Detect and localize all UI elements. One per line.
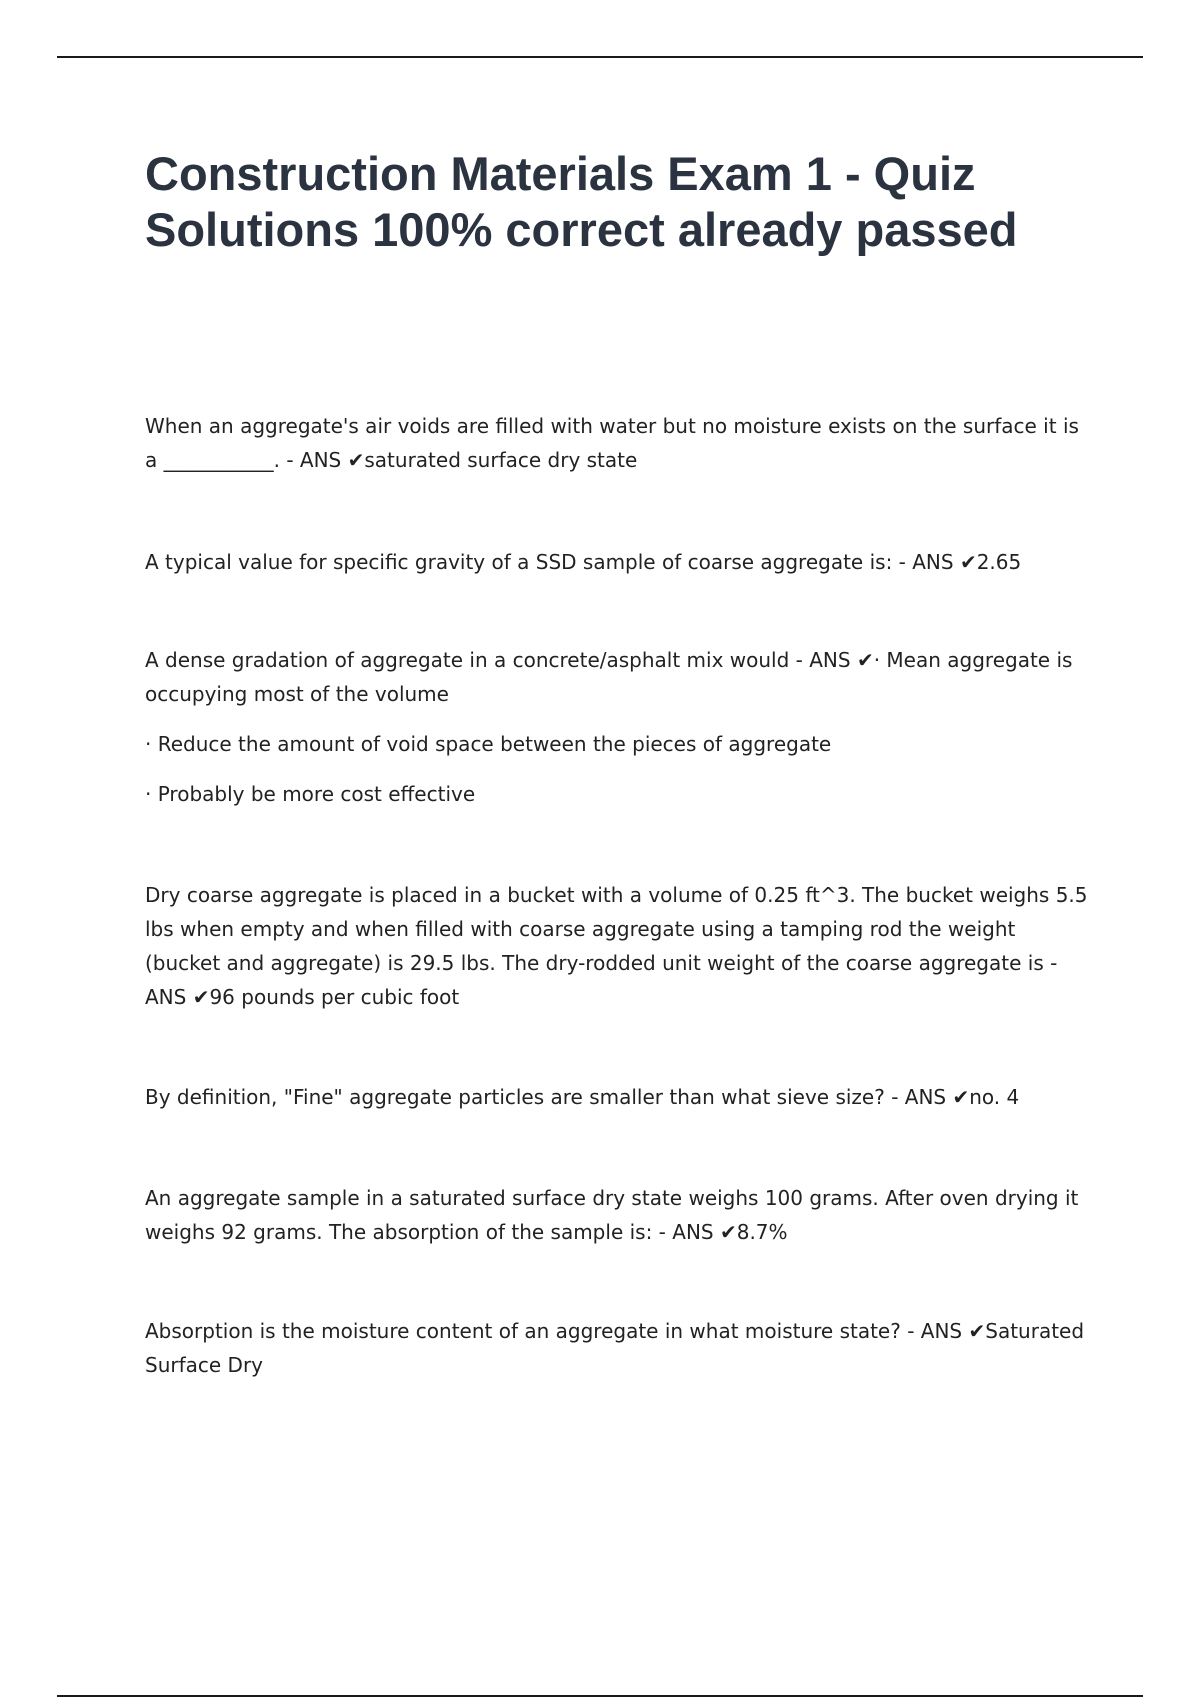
answer-text: · Mean aggregate is occupying most of the volume bbox=[145, 648, 1073, 706]
question-text: A dense gradation of aggregate in a concrete/asphalt mix would bbox=[145, 648, 790, 672]
qa-item-3 bbox=[145, 643, 1090, 811]
qa-item-4 bbox=[145, 878, 1090, 1014]
qa-paragraph bbox=[145, 1181, 1090, 1249]
top-rule bbox=[57, 56, 1143, 58]
answer-text: 2.65 bbox=[976, 550, 1022, 574]
qa-item-7 bbox=[145, 1314, 1090, 1382]
ans-marker: - ANS ✔ bbox=[279, 448, 365, 472]
question-text: By definition, "Fine" aggregate particles are smaller than what sieve size? bbox=[145, 1085, 885, 1109]
question-text: A typical value for specific gravity of a SSD sample of coarse aggregate is: bbox=[145, 550, 893, 574]
ans-marker: - ANS ✔ bbox=[789, 648, 874, 672]
qa-item-1 bbox=[145, 409, 1090, 477]
answer-bullet: · Probably be more cost effective bbox=[145, 782, 476, 806]
ans-marker: - ANS ✔ bbox=[145, 951, 1058, 1009]
qa-item-5 bbox=[145, 1080, 1090, 1114]
question-text: Absorption is the moisture content of an aggregate in what moisture state? bbox=[145, 1319, 901, 1343]
qa-item-2 bbox=[145, 545, 1090, 579]
answer-text: Saturated Surface Dry bbox=[145, 1319, 1085, 1377]
bottom-rule bbox=[57, 1695, 1143, 1697]
document-title: Construction Materials Exam 1 - Quiz Solutions 100% correct already passed bbox=[145, 147, 1018, 256]
qa-paragraph bbox=[145, 545, 1090, 579]
qa-paragraph bbox=[145, 878, 1090, 1014]
qa-item-6 bbox=[145, 1181, 1090, 1249]
qa-paragraph bbox=[145, 1080, 1090, 1114]
qa-paragraph bbox=[145, 643, 1090, 711]
answer-text: 8.7% bbox=[736, 1220, 788, 1244]
question-text: When an aggregate's air voids are filled with water but no moisture exists on the surface it is a ___________. bbox=[145, 414, 1079, 472]
qa-paragraph bbox=[145, 409, 1090, 477]
question-text: Dry coarse aggregate is placed in a bucket with a volume of 0.25 ft^3. The bucket weighs 5.5 lbs when empty and when filled with coarse aggregate using a tamping rod the weight (bucket and aggregate) is 29.5 lbs. The dry-rodded unit weight of the coarse aggregate is bbox=[145, 883, 1088, 975]
question-text: An aggregate sample in a saturated surface dry state weighs 100 grams. After oven drying it weighs 92 grams. The absorption of the sample is: bbox=[145, 1186, 1079, 1244]
answer-text: saturated surface dry state bbox=[364, 448, 638, 472]
ans-marker: - ANS ✔ bbox=[900, 1319, 986, 1343]
answer-text: 96 pounds per cubic foot bbox=[209, 985, 460, 1009]
qa-paragraph bbox=[145, 1314, 1090, 1382]
answer-text: no. 4 bbox=[969, 1085, 1020, 1109]
ans-marker: - ANS ✔ bbox=[884, 1085, 970, 1109]
answer-bullet: · Reduce the amount of void space between the pieces of aggregate bbox=[145, 732, 832, 756]
ans-marker: - ANS ✔ bbox=[652, 1220, 737, 1244]
ans-marker: - ANS ✔ bbox=[892, 550, 977, 574]
